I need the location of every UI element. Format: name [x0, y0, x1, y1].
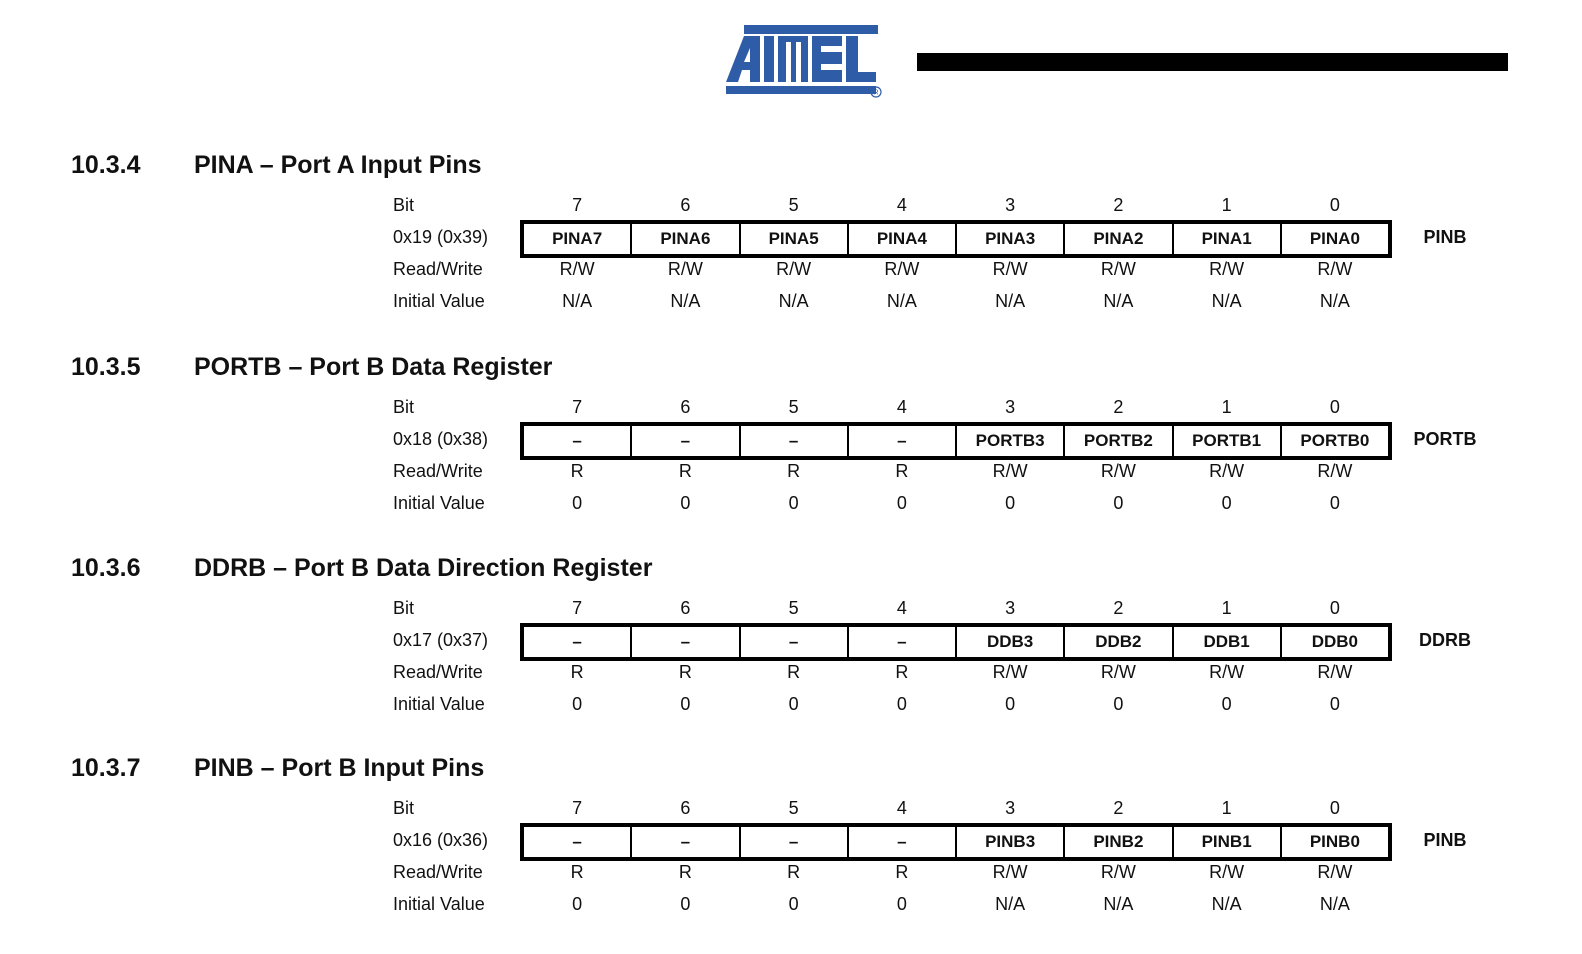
- register-section-pina: [0, 150, 1582, 350]
- init-value: 0: [788, 894, 799, 914]
- bit-field: PINB1: [1172, 827, 1280, 857]
- rw-value: R: [787, 862, 801, 882]
- initial-value-label: Initial Value: [393, 694, 485, 714]
- register-fields: [520, 422, 1392, 460]
- bit-field: –: [572, 431, 582, 450]
- init-value: N/A: [1319, 291, 1350, 311]
- register-name: PINB: [1423, 227, 1467, 247]
- bit-number: 4: [896, 397, 907, 417]
- bit-label: Bit: [393, 195, 415, 215]
- bit-field: PINA6: [630, 224, 738, 254]
- initial-value-label: Initial Value: [393, 291, 485, 311]
- bit-number: 2: [1113, 798, 1124, 818]
- rw-value: R: [787, 662, 801, 682]
- read-write-label: Read/Write: [393, 461, 483, 481]
- bit-field: –: [739, 426, 847, 456]
- rw-value: R/W: [1100, 662, 1136, 682]
- init-value: 0: [896, 694, 907, 714]
- init-value: N/A: [1103, 291, 1134, 311]
- register-name: PORTB: [1413, 429, 1477, 449]
- register-fields: [520, 623, 1392, 661]
- bit-field: DDB2: [1063, 627, 1171, 657]
- read-write-values: [523, 460, 1389, 482]
- bit-number: 5: [788, 798, 799, 818]
- read-write-values: [523, 861, 1389, 883]
- bit-number: 0: [1329, 598, 1340, 618]
- bit-field: PINA4: [847, 224, 955, 254]
- init-value: 0: [788, 694, 799, 714]
- init-value: 0: [680, 694, 691, 714]
- init-value: 0: [896, 493, 907, 513]
- bit-field: –: [630, 627, 738, 657]
- bit-field: PINA3: [955, 224, 1063, 254]
- rw-value: R/W: [1209, 662, 1245, 682]
- rw-value: R: [895, 862, 909, 882]
- bit-field: –: [630, 827, 738, 857]
- initial-values: [523, 893, 1389, 915]
- bit-field: –: [739, 627, 847, 657]
- rw-value: R: [678, 662, 692, 682]
- read-write-label: Read/Write: [393, 662, 483, 682]
- initial-value-label: Initial Value: [393, 493, 485, 513]
- init-value: 0: [1005, 694, 1016, 714]
- init-value: 0: [680, 493, 691, 513]
- rw-value: R: [787, 461, 801, 481]
- bit-field: –: [739, 827, 847, 857]
- init-value: 0: [1329, 493, 1340, 513]
- register-address: 0x17 (0x37): [393, 630, 489, 650]
- init-value: 0: [788, 493, 799, 513]
- bit-number: 4: [896, 195, 907, 215]
- bit-field: PINB3: [955, 827, 1063, 857]
- bit-numbers: [523, 194, 1389, 216]
- read-write-label: Read/Write: [393, 862, 483, 882]
- bit-label: Bit: [393, 598, 415, 618]
- register-name: DDRB: [1419, 630, 1471, 650]
- bit-field: PINB2: [1063, 827, 1171, 857]
- read-write-label: Read/Write: [393, 259, 483, 279]
- bit-number: 3: [1005, 195, 1016, 215]
- bit-field: –: [630, 426, 738, 456]
- bit-field: DDB3: [955, 627, 1063, 657]
- bit-number: 5: [788, 598, 799, 618]
- bit-field: –: [847, 827, 955, 857]
- rw-value: R/W: [1317, 862, 1353, 882]
- bit-number: 6: [680, 195, 691, 215]
- bit-number: 7: [572, 798, 583, 818]
- bit-number: 1: [1221, 195, 1232, 215]
- rw-value: R/W: [1317, 662, 1353, 682]
- register-fields: [520, 823, 1392, 861]
- bit-field: –: [847, 426, 955, 456]
- bit-number: 3: [1005, 798, 1016, 818]
- rw-value: R/W: [1100, 862, 1136, 882]
- bit-number: 7: [572, 598, 583, 618]
- bit-number: 1: [1221, 397, 1232, 417]
- init-value: N/A: [562, 291, 593, 311]
- init-value: 0: [1113, 493, 1124, 513]
- bit-field: PORTB2: [1063, 426, 1171, 456]
- rw-value: R: [895, 662, 909, 682]
- bit-field: –: [572, 832, 582, 851]
- read-write-values: [523, 661, 1389, 683]
- rw-value: R/W: [992, 662, 1028, 682]
- rw-value: R/W: [992, 862, 1028, 882]
- bit-number: 6: [680, 397, 691, 417]
- initial-values: [523, 290, 1389, 312]
- bit-field: PINA5: [739, 224, 847, 254]
- bit-field: PORTB1: [1172, 426, 1280, 456]
- rw-value: R: [678, 862, 692, 882]
- rw-value: R: [895, 461, 909, 481]
- rw-value: R: [570, 461, 584, 481]
- init-value: N/A: [1103, 894, 1134, 914]
- rw-value: R/W: [992, 259, 1028, 279]
- rw-value: R/W: [1100, 461, 1136, 481]
- init-value: N/A: [995, 291, 1026, 311]
- init-value: N/A: [995, 894, 1026, 914]
- bit-field: PORTB3: [955, 426, 1063, 456]
- init-value: N/A: [886, 291, 917, 311]
- register-section-pinb: [0, 753, 1582, 953]
- init-value: 0: [1221, 694, 1232, 714]
- init-value: 0: [896, 894, 907, 914]
- register-address: 0x18 (0x38): [393, 429, 489, 449]
- bit-number: 0: [1329, 397, 1340, 417]
- rw-value: R: [678, 461, 692, 481]
- init-value: N/A: [1211, 894, 1242, 914]
- rw-value: R/W: [667, 259, 703, 279]
- rw-value: R/W: [1209, 259, 1245, 279]
- section-title: PINB – Port B Input Pins: [194, 754, 485, 782]
- rw-value: R/W: [884, 259, 920, 279]
- initial-values: [523, 492, 1389, 514]
- bit-number: 1: [1221, 598, 1232, 618]
- bit-number: 4: [896, 798, 907, 818]
- bit-field: –: [572, 632, 582, 651]
- bit-label: Bit: [393, 798, 415, 818]
- initial-values: [523, 693, 1389, 715]
- rw-value: R/W: [992, 461, 1028, 481]
- section-number: 10.3.4: [71, 151, 141, 179]
- rw-value: R/W: [1209, 862, 1245, 882]
- bit-field: PINA7: [552, 229, 603, 248]
- init-value: 0: [1221, 493, 1232, 513]
- bit-number: 6: [680, 598, 691, 618]
- init-value: N/A: [1319, 894, 1350, 914]
- bit-number: 3: [1005, 598, 1016, 618]
- section-number: 10.3.7: [71, 754, 141, 782]
- bit-numbers: [523, 797, 1389, 819]
- register-name: PINB: [1423, 830, 1467, 850]
- section-title: PINA – Port A Input Pins: [194, 151, 482, 179]
- init-value: 0: [572, 493, 583, 513]
- rw-value: R/W: [1209, 461, 1245, 481]
- section-number: 10.3.5: [71, 353, 141, 381]
- bit-number: 5: [788, 397, 799, 417]
- read-write-values: [523, 258, 1389, 280]
- bit-field: DDB0: [1280, 627, 1388, 657]
- bit-number: 0: [1329, 798, 1340, 818]
- rw-value: R/W: [776, 259, 812, 279]
- init-value: 0: [572, 694, 583, 714]
- atmel-logo: [726, 24, 884, 100]
- bit-field: PORTB0: [1280, 426, 1388, 456]
- rw-value: R: [570, 662, 584, 682]
- init-value: 0: [572, 894, 583, 914]
- bit-label: Bit: [393, 397, 415, 417]
- init-value: 0: [680, 894, 691, 914]
- bit-number: 2: [1113, 598, 1124, 618]
- bit-numbers: [523, 396, 1389, 418]
- bit-field: –: [847, 627, 955, 657]
- init-value: N/A: [670, 291, 701, 311]
- bit-field: DDB1: [1172, 627, 1280, 657]
- bit-field: PINA2: [1063, 224, 1171, 254]
- init-value: 0: [1329, 694, 1340, 714]
- init-value: 0: [1005, 493, 1016, 513]
- header-rule: [917, 53, 1508, 71]
- init-value: N/A: [1211, 291, 1242, 311]
- bit-number: 2: [1113, 195, 1124, 215]
- rw-value: R/W: [559, 259, 595, 279]
- bit-number: 2: [1113, 397, 1124, 417]
- bit-number: 4: [896, 598, 907, 618]
- bit-number: 3: [1005, 397, 1016, 417]
- rw-value: R: [570, 862, 584, 882]
- bit-field: PINB0: [1280, 827, 1388, 857]
- register-fields: [520, 220, 1392, 258]
- bit-field: PINA1: [1172, 224, 1280, 254]
- initial-value-label: Initial Value: [393, 894, 485, 914]
- bit-number: 7: [572, 195, 583, 215]
- register-address: 0x16 (0x36): [393, 830, 489, 850]
- rw-value: R/W: [1317, 461, 1353, 481]
- section-title: PORTB – Port B Data Register: [194, 353, 553, 381]
- rw-value: R/W: [1317, 259, 1353, 279]
- bit-number: 0: [1329, 195, 1340, 215]
- bit-numbers: [523, 597, 1389, 619]
- bit-number: 5: [788, 195, 799, 215]
- bit-number: 6: [680, 798, 691, 818]
- bit-number: 1: [1221, 798, 1232, 818]
- init-value: N/A: [778, 291, 809, 311]
- bit-field: PINA0: [1280, 224, 1388, 254]
- rw-value: R/W: [1100, 259, 1136, 279]
- register-section-ddrb: [0, 553, 1582, 753]
- svg-text:R: R: [873, 89, 879, 97]
- section-title: DDRB – Port B Data Direction Register: [194, 554, 653, 582]
- register-section-portb: [0, 352, 1582, 552]
- bit-number: 7: [572, 397, 583, 417]
- init-value: 0: [1113, 694, 1124, 714]
- section-number: 10.3.6: [71, 554, 141, 582]
- register-address: 0x19 (0x39): [393, 227, 489, 247]
